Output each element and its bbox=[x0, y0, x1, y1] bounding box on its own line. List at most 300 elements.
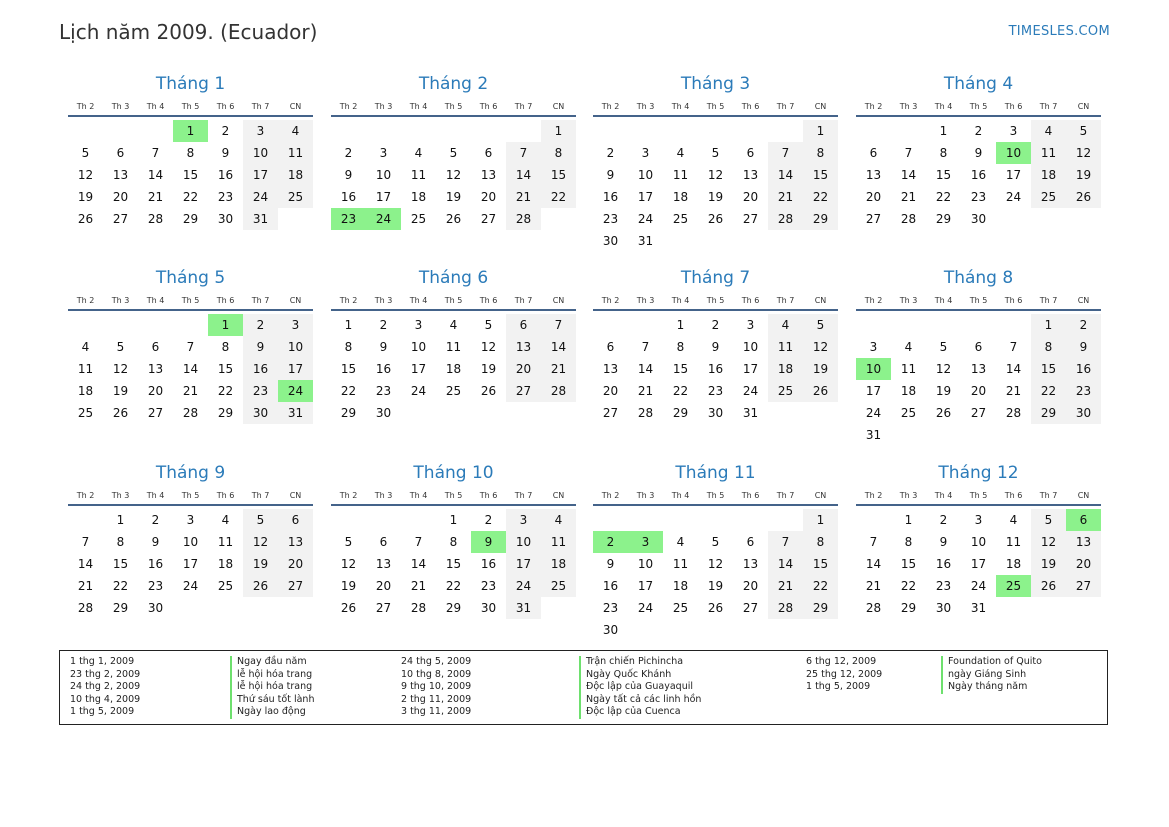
day-cell[interactable]: 26 bbox=[707, 212, 724, 226]
day-cell[interactable]: 25 bbox=[445, 384, 462, 398]
day-cell[interactable]: 19 bbox=[480, 362, 497, 376]
day-cell[interactable]: 30 bbox=[480, 601, 497, 615]
day-cell[interactable]: 6 bbox=[606, 340, 615, 354]
day-cell[interactable]: 20 bbox=[865, 190, 882, 204]
day-cell[interactable]: 16 bbox=[480, 557, 497, 571]
day-cell[interactable]: 1 bbox=[803, 120, 838, 142]
day-cell[interactable]: 26 bbox=[445, 212, 462, 226]
day-cell[interactable]: 24 bbox=[637, 601, 654, 615]
day-cell[interactable]: 5 bbox=[81, 146, 90, 160]
day-cell[interactable]: 15 bbox=[340, 362, 357, 376]
day-cell[interactable]: 19 bbox=[1031, 553, 1066, 575]
day-cell[interactable]: 8 bbox=[1031, 336, 1066, 358]
day-cell[interactable]: 19 bbox=[707, 190, 724, 204]
day-cell[interactable]: 3 bbox=[379, 146, 388, 160]
day-cell[interactable]: 7 bbox=[641, 340, 650, 354]
day-cell[interactable]: 20 bbox=[970, 384, 987, 398]
holiday-day-cell[interactable]: 3 bbox=[628, 531, 663, 553]
day-cell[interactable]: 6 bbox=[484, 146, 493, 160]
day-cell[interactable]: 17 bbox=[637, 579, 654, 593]
day-cell[interactable]: 27 bbox=[480, 212, 497, 226]
holiday-day-cell[interactable]: 10 bbox=[996, 142, 1031, 164]
day-cell[interactable]: 3 bbox=[1009, 124, 1018, 138]
day-cell[interactable]: 31 bbox=[243, 208, 278, 230]
day-cell[interactable]: 14 bbox=[182, 362, 199, 376]
day-cell[interactable]: 16 bbox=[1066, 358, 1101, 380]
day-cell[interactable]: 5 bbox=[116, 340, 125, 354]
day-cell[interactable]: 9 bbox=[243, 336, 278, 358]
day-cell[interactable]: 8 bbox=[803, 531, 838, 553]
day-cell[interactable]: 24 bbox=[1005, 190, 1022, 204]
day-cell[interactable]: 23 bbox=[602, 601, 619, 615]
day-cell[interactable]: 29 bbox=[803, 208, 838, 230]
day-cell[interactable]: 11 bbox=[410, 168, 427, 182]
day-cell[interactable]: 5 bbox=[243, 509, 278, 531]
day-cell[interactable]: 23 bbox=[217, 190, 234, 204]
day-cell[interactable]: 29 bbox=[935, 212, 952, 226]
day-cell[interactable]: 21 bbox=[541, 358, 576, 380]
day-cell[interactable]: 23 bbox=[1066, 380, 1101, 402]
day-cell[interactable]: 8 bbox=[344, 340, 353, 354]
day-cell[interactable]: 3 bbox=[869, 340, 878, 354]
holiday-day-cell[interactable]: 6 bbox=[1066, 509, 1101, 531]
day-cell[interactable]: 16 bbox=[340, 190, 357, 204]
day-cell[interactable]: 22 bbox=[217, 384, 234, 398]
day-cell[interactable]: 26 bbox=[1066, 186, 1101, 208]
day-cell[interactable]: 24 bbox=[410, 384, 427, 398]
day-cell[interactable]: 18 bbox=[1031, 164, 1066, 186]
day-cell[interactable]: 8 bbox=[939, 146, 948, 160]
day-cell[interactable]: 21 bbox=[1005, 384, 1022, 398]
day-cell[interactable]: 27 bbox=[147, 406, 164, 420]
day-cell[interactable]: 2 bbox=[939, 513, 948, 527]
day-cell[interactable]: 8 bbox=[186, 146, 195, 160]
day-cell[interactable]: 9 bbox=[606, 168, 615, 182]
day-cell[interactable]: 16 bbox=[147, 557, 164, 571]
day-cell[interactable]: 29 bbox=[445, 601, 462, 615]
day-cell[interactable]: 31 bbox=[865, 428, 882, 442]
day-cell[interactable]: 20 bbox=[147, 384, 164, 398]
day-cell[interactable]: 1 bbox=[1031, 314, 1066, 336]
day-cell[interactable]: 24 bbox=[637, 212, 654, 226]
day-cell[interactable]: 21 bbox=[900, 190, 917, 204]
day-cell[interactable]: 28 bbox=[541, 380, 576, 402]
day-cell[interactable]: 14 bbox=[865, 557, 882, 571]
day-cell[interactable]: 22 bbox=[112, 579, 129, 593]
day-cell[interactable]: 17 bbox=[182, 557, 199, 571]
day-cell[interactable]: 30 bbox=[1066, 402, 1101, 424]
day-cell[interactable]: 11 bbox=[217, 535, 234, 549]
day-cell[interactable]: 1 bbox=[344, 318, 353, 332]
day-cell[interactable]: 2 bbox=[344, 146, 353, 160]
day-cell[interactable]: 29 bbox=[217, 406, 234, 420]
day-cell[interactable]: 22 bbox=[445, 579, 462, 593]
day-cell[interactable]: 26 bbox=[243, 575, 278, 597]
day-cell[interactable]: 1 bbox=[676, 318, 685, 332]
day-cell[interactable]: 12 bbox=[707, 557, 724, 571]
day-cell[interactable]: 20 bbox=[602, 384, 619, 398]
day-cell[interactable]: 9 bbox=[151, 535, 160, 549]
day-cell[interactable]: 30 bbox=[970, 212, 987, 226]
holiday-day-cell[interactable]: 25 bbox=[996, 575, 1031, 597]
day-cell[interactable]: 9 bbox=[1066, 336, 1101, 358]
day-cell[interactable]: 19 bbox=[445, 190, 462, 204]
day-cell[interactable]: 3 bbox=[186, 513, 195, 527]
day-cell[interactable]: 27 bbox=[742, 601, 759, 615]
day-cell[interactable]: 1 bbox=[116, 513, 125, 527]
day-cell[interactable]: 2 bbox=[243, 314, 278, 336]
day-cell[interactable]: 13 bbox=[375, 557, 392, 571]
day-cell[interactable]: 17 bbox=[278, 358, 313, 380]
day-cell[interactable]: 16 bbox=[602, 579, 619, 593]
day-cell[interactable]: 28 bbox=[182, 406, 199, 420]
day-cell[interactable]: 2 bbox=[1066, 314, 1101, 336]
day-cell[interactable]: 21 bbox=[147, 190, 164, 204]
day-cell[interactable]: 7 bbox=[1009, 340, 1018, 354]
day-cell[interactable]: 20 bbox=[278, 553, 313, 575]
day-cell[interactable]: 30 bbox=[375, 406, 392, 420]
holiday-day-cell[interactable]: 1 bbox=[173, 120, 208, 142]
day-cell[interactable]: 10 bbox=[742, 340, 759, 354]
day-cell[interactable]: 29 bbox=[900, 601, 917, 615]
day-cell[interactable]: 25 bbox=[278, 186, 313, 208]
day-cell[interactable]: 9 bbox=[221, 146, 230, 160]
day-cell[interactable]: 13 bbox=[147, 362, 164, 376]
day-cell[interactable]: 28 bbox=[637, 406, 654, 420]
day-cell[interactable]: 28 bbox=[865, 601, 882, 615]
day-cell[interactable]: 28 bbox=[900, 212, 917, 226]
day-cell[interactable]: 12 bbox=[445, 168, 462, 182]
day-cell[interactable]: 9 bbox=[939, 535, 948, 549]
day-cell[interactable]: 29 bbox=[672, 406, 689, 420]
day-cell[interactable]: 22 bbox=[1031, 380, 1066, 402]
day-cell[interactable]: 16 bbox=[935, 557, 952, 571]
day-cell[interactable]: 22 bbox=[803, 575, 838, 597]
day-cell[interactable]: 12 bbox=[77, 168, 94, 182]
day-cell[interactable]: 22 bbox=[900, 579, 917, 593]
day-cell[interactable]: 11 bbox=[900, 362, 917, 376]
day-cell[interactable]: 4 bbox=[1009, 513, 1018, 527]
day-cell[interactable]: 14 bbox=[637, 362, 654, 376]
day-cell[interactable]: 30 bbox=[217, 212, 234, 226]
day-cell[interactable]: 4 bbox=[1031, 120, 1066, 142]
day-cell[interactable]: 14 bbox=[541, 336, 576, 358]
day-cell[interactable]: 21 bbox=[506, 186, 541, 208]
day-cell[interactable]: 28 bbox=[768, 208, 803, 230]
day-cell[interactable]: 24 bbox=[742, 384, 759, 398]
day-cell[interactable]: 22 bbox=[182, 190, 199, 204]
day-cell[interactable]: 14 bbox=[900, 168, 917, 182]
day-cell[interactable]: 17 bbox=[865, 384, 882, 398]
day-cell[interactable]: 27 bbox=[278, 575, 313, 597]
day-cell[interactable]: 28 bbox=[410, 601, 427, 615]
day-cell[interactable]: 10 bbox=[637, 168, 654, 182]
day-cell[interactable]: 3 bbox=[414, 318, 423, 332]
day-cell[interactable]: 19 bbox=[803, 358, 838, 380]
day-cell[interactable]: 5 bbox=[484, 318, 493, 332]
day-cell[interactable]: 5 bbox=[1066, 120, 1101, 142]
day-cell[interactable]: 1 bbox=[541, 120, 576, 142]
day-cell[interactable]: 19 bbox=[77, 190, 94, 204]
day-cell[interactable]: 12 bbox=[1031, 531, 1066, 553]
day-cell[interactable]: 2 bbox=[379, 318, 388, 332]
day-cell[interactable]: 9 bbox=[974, 146, 983, 160]
day-cell[interactable]: 11 bbox=[672, 557, 689, 571]
day-cell[interactable]: 5 bbox=[344, 535, 353, 549]
day-cell[interactable]: 7 bbox=[506, 142, 541, 164]
day-cell[interactable]: 4 bbox=[541, 509, 576, 531]
day-cell[interactable]: 2 bbox=[484, 513, 493, 527]
day-cell[interactable]: 15 bbox=[935, 168, 952, 182]
day-cell[interactable]: 7 bbox=[904, 146, 913, 160]
day-cell[interactable]: 21 bbox=[182, 384, 199, 398]
day-cell[interactable]: 24 bbox=[243, 186, 278, 208]
day-cell[interactable]: 5 bbox=[711, 146, 720, 160]
day-cell[interactable]: 14 bbox=[410, 557, 427, 571]
day-cell[interactable]: 31 bbox=[506, 597, 541, 619]
day-cell[interactable]: 16 bbox=[602, 190, 619, 204]
day-cell[interactable]: 19 bbox=[707, 579, 724, 593]
day-cell[interactable]: 22 bbox=[935, 190, 952, 204]
day-cell[interactable]: 11 bbox=[768, 336, 803, 358]
day-cell[interactable]: 7 bbox=[186, 340, 195, 354]
day-cell[interactable]: 23 bbox=[970, 190, 987, 204]
day-cell[interactable]: 23 bbox=[243, 380, 278, 402]
day-cell[interactable]: 15 bbox=[672, 362, 689, 376]
day-cell[interactable]: 14 bbox=[506, 164, 541, 186]
day-cell[interactable]: 18 bbox=[445, 362, 462, 376]
day-cell[interactable]: 23 bbox=[375, 384, 392, 398]
day-cell[interactable]: 11 bbox=[541, 531, 576, 553]
day-cell[interactable]: 19 bbox=[935, 384, 952, 398]
holiday-day-cell[interactable]: 1 bbox=[208, 314, 243, 336]
day-cell[interactable]: 16 bbox=[375, 362, 392, 376]
day-cell[interactable]: 20 bbox=[375, 579, 392, 593]
holiday-day-cell[interactable]: 24 bbox=[366, 208, 401, 230]
day-cell[interactable]: 21 bbox=[77, 579, 94, 593]
day-cell[interactable]: 20 bbox=[742, 190, 759, 204]
day-cell[interactable]: 13 bbox=[1066, 531, 1101, 553]
day-cell[interactable]: 30 bbox=[602, 234, 619, 248]
brand-link[interactable]: TIMESLES.COM bbox=[1008, 24, 1110, 39]
day-cell[interactable]: 4 bbox=[676, 535, 685, 549]
day-cell[interactable]: 28 bbox=[768, 597, 803, 619]
day-cell[interactable]: 1 bbox=[803, 509, 838, 531]
day-cell[interactable]: 7 bbox=[869, 535, 878, 549]
day-cell[interactable]: 12 bbox=[340, 557, 357, 571]
day-cell[interactable]: 15 bbox=[1031, 358, 1066, 380]
day-cell[interactable]: 25 bbox=[77, 406, 94, 420]
day-cell[interactable]: 6 bbox=[974, 340, 983, 354]
day-cell[interactable]: 26 bbox=[480, 384, 497, 398]
day-cell[interactable]: 6 bbox=[151, 340, 160, 354]
day-cell[interactable]: 10 bbox=[970, 535, 987, 549]
day-cell[interactable]: 25 bbox=[217, 579, 234, 593]
day-cell[interactable]: 7 bbox=[768, 142, 803, 164]
day-cell[interactable]: 8 bbox=[541, 142, 576, 164]
day-cell[interactable]: 25 bbox=[541, 575, 576, 597]
day-cell[interactable]: 17 bbox=[243, 164, 278, 186]
day-cell[interactable]: 6 bbox=[746, 146, 755, 160]
holiday-day-cell[interactable]: 24 bbox=[278, 380, 313, 402]
day-cell[interactable]: 13 bbox=[278, 531, 313, 553]
day-cell[interactable]: 4 bbox=[81, 340, 90, 354]
day-cell[interactable]: 26 bbox=[112, 406, 129, 420]
day-cell[interactable]: 15 bbox=[541, 164, 576, 186]
day-cell[interactable]: 8 bbox=[803, 142, 838, 164]
day-cell[interactable]: 18 bbox=[900, 384, 917, 398]
day-cell[interactable]: 3 bbox=[278, 314, 313, 336]
day-cell[interactable]: 13 bbox=[112, 168, 129, 182]
day-cell[interactable]: 23 bbox=[707, 384, 724, 398]
day-cell[interactable]: 12 bbox=[803, 336, 838, 358]
day-cell[interactable]: 26 bbox=[77, 212, 94, 226]
day-cell[interactable]: 30 bbox=[602, 623, 619, 637]
day-cell[interactable]: 8 bbox=[904, 535, 913, 549]
day-cell[interactable]: 6 bbox=[506, 314, 541, 336]
day-cell[interactable]: 28 bbox=[506, 208, 541, 230]
day-cell[interactable]: 3 bbox=[243, 120, 278, 142]
day-cell[interactable]: 25 bbox=[672, 212, 689, 226]
day-cell[interactable]: 19 bbox=[1066, 164, 1101, 186]
day-cell[interactable]: 3 bbox=[974, 513, 983, 527]
day-cell[interactable]: 29 bbox=[803, 597, 838, 619]
day-cell[interactable]: 27 bbox=[112, 212, 129, 226]
day-cell[interactable]: 31 bbox=[278, 402, 313, 424]
day-cell[interactable]: 23 bbox=[480, 579, 497, 593]
day-cell[interactable]: 14 bbox=[1005, 362, 1022, 376]
day-cell[interactable]: 5 bbox=[711, 535, 720, 549]
day-cell[interactable]: 15 bbox=[112, 557, 129, 571]
day-cell[interactable]: 21 bbox=[768, 575, 803, 597]
day-cell[interactable]: 22 bbox=[340, 384, 357, 398]
day-cell[interactable]: 2 bbox=[221, 124, 230, 138]
day-cell[interactable]: 19 bbox=[112, 384, 129, 398]
day-cell[interactable]: 23 bbox=[935, 579, 952, 593]
day-cell[interactable]: 25 bbox=[410, 212, 427, 226]
day-cell[interactable]: 2 bbox=[711, 318, 720, 332]
day-cell[interactable]: 11 bbox=[278, 142, 313, 164]
day-cell[interactable]: 27 bbox=[865, 212, 882, 226]
day-cell[interactable]: 6 bbox=[746, 535, 755, 549]
day-cell[interactable]: 3 bbox=[641, 146, 650, 160]
day-cell[interactable]: 18 bbox=[768, 358, 803, 380]
day-cell[interactable]: 7 bbox=[414, 535, 423, 549]
day-cell[interactable]: 20 bbox=[742, 579, 759, 593]
day-cell[interactable]: 27 bbox=[602, 406, 619, 420]
day-cell[interactable]: 7 bbox=[768, 531, 803, 553]
day-cell[interactable]: 10 bbox=[243, 142, 278, 164]
day-cell[interactable]: 24 bbox=[506, 575, 541, 597]
day-cell[interactable]: 10 bbox=[182, 535, 199, 549]
day-cell[interactable]: 1 bbox=[449, 513, 458, 527]
day-cell[interactable]: 31 bbox=[742, 406, 759, 420]
day-cell[interactable]: 25 bbox=[672, 601, 689, 615]
day-cell[interactable]: 20 bbox=[480, 190, 497, 204]
day-cell[interactable]: 7 bbox=[81, 535, 90, 549]
day-cell[interactable]: 14 bbox=[768, 164, 803, 186]
day-cell[interactable]: 24 bbox=[182, 579, 199, 593]
day-cell[interactable]: 29 bbox=[340, 406, 357, 420]
day-cell[interactable]: 12 bbox=[1066, 142, 1101, 164]
day-cell[interactable]: 30 bbox=[707, 406, 724, 420]
day-cell[interactable]: 15 bbox=[900, 557, 917, 571]
day-cell[interactable]: 25 bbox=[768, 380, 803, 402]
day-cell[interactable]: 9 bbox=[711, 340, 720, 354]
day-cell[interactable]: 28 bbox=[1005, 406, 1022, 420]
day-cell[interactable]: 13 bbox=[480, 168, 497, 182]
day-cell[interactable]: 18 bbox=[410, 190, 427, 204]
day-cell[interactable]: 16 bbox=[243, 358, 278, 380]
day-cell[interactable]: 24 bbox=[970, 579, 987, 593]
day-cell[interactable]: 11 bbox=[672, 168, 689, 182]
day-cell[interactable]: 9 bbox=[379, 340, 388, 354]
day-cell[interactable]: 27 bbox=[970, 406, 987, 420]
day-cell[interactable]: 5 bbox=[449, 146, 458, 160]
day-cell[interactable]: 13 bbox=[742, 168, 759, 182]
day-cell[interactable]: 26 bbox=[935, 406, 952, 420]
day-cell[interactable]: 5 bbox=[939, 340, 948, 354]
day-cell[interactable]: 15 bbox=[803, 164, 838, 186]
day-cell[interactable]: 13 bbox=[602, 362, 619, 376]
day-cell[interactable]: 8 bbox=[676, 340, 685, 354]
day-cell[interactable]: 10 bbox=[375, 168, 392, 182]
day-cell[interactable]: 16 bbox=[707, 362, 724, 376]
day-cell[interactable]: 24 bbox=[865, 406, 882, 420]
day-cell[interactable]: 4 bbox=[676, 146, 685, 160]
day-cell[interactable]: 27 bbox=[1066, 575, 1101, 597]
day-cell[interactable]: 22 bbox=[803, 186, 838, 208]
day-cell[interactable]: 14 bbox=[77, 557, 94, 571]
day-cell[interactable]: 1 bbox=[904, 513, 913, 527]
day-cell[interactable]: 31 bbox=[970, 601, 987, 615]
day-cell[interactable]: 14 bbox=[768, 553, 803, 575]
day-cell[interactable]: 30 bbox=[243, 402, 278, 424]
holiday-day-cell[interactable]: 2 bbox=[593, 531, 628, 553]
day-cell[interactable]: 18 bbox=[541, 553, 576, 575]
day-cell[interactable]: 23 bbox=[602, 212, 619, 226]
day-cell[interactable]: 18 bbox=[1005, 557, 1022, 571]
day-cell[interactable]: 7 bbox=[541, 314, 576, 336]
day-cell[interactable]: 2 bbox=[606, 146, 615, 160]
day-cell[interactable]: 22 bbox=[672, 384, 689, 398]
day-cell[interactable]: 30 bbox=[935, 601, 952, 615]
day-cell[interactable]: 17 bbox=[410, 362, 427, 376]
day-cell[interactable]: 28 bbox=[147, 212, 164, 226]
day-cell[interactable]: 12 bbox=[707, 168, 724, 182]
day-cell[interactable]: 18 bbox=[77, 384, 94, 398]
day-cell[interactable]: 26 bbox=[707, 601, 724, 615]
day-cell[interactable]: 3 bbox=[746, 318, 755, 332]
day-cell[interactable]: 19 bbox=[243, 553, 278, 575]
day-cell[interactable]: 6 bbox=[278, 509, 313, 531]
day-cell[interactable]: 21 bbox=[410, 579, 427, 593]
day-cell[interactable]: 18 bbox=[217, 557, 234, 571]
day-cell[interactable]: 15 bbox=[803, 553, 838, 575]
day-cell[interactable]: 7 bbox=[151, 146, 160, 160]
day-cell[interactable]: 25 bbox=[900, 406, 917, 420]
day-cell[interactable]: 10 bbox=[410, 340, 427, 354]
day-cell[interactable]: 10 bbox=[506, 531, 541, 553]
day-cell[interactable]: 8 bbox=[221, 340, 230, 354]
day-cell[interactable]: 18 bbox=[672, 190, 689, 204]
day-cell[interactable]: 6 bbox=[116, 146, 125, 160]
day-cell[interactable]: 18 bbox=[672, 579, 689, 593]
day-cell[interactable]: 11 bbox=[1031, 142, 1066, 164]
day-cell[interactable]: 17 bbox=[970, 557, 987, 571]
day-cell[interactable]: 6 bbox=[379, 535, 388, 549]
day-cell[interactable]: 11 bbox=[77, 362, 94, 376]
